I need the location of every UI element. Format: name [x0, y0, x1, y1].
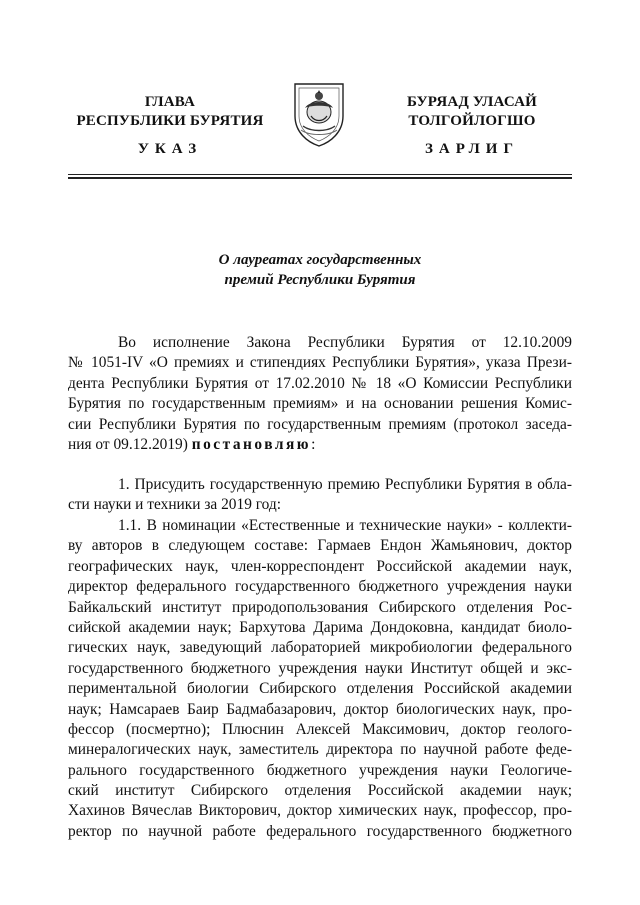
text-line: минералогических наук, заместитель директора по научной работе феде- [68, 741, 572, 759]
decree-word: постановляю [191, 435, 312, 453]
text-line: географических наук, член-корреспондент Российской академии наук, [68, 557, 572, 575]
header-right [372, 93, 572, 131]
text-line: директор федерального государственного бюджетного учреждения науки [68, 578, 572, 596]
text-line: ский институт Сибирского отделения Российской академии наук; [68, 782, 572, 800]
text-line: гических наук, заведующий лабораторией микробиологии федерального [68, 639, 572, 657]
item-1-1-paragraph [68, 516, 572, 842]
zarlig-label: ЗАРЛИГ [424, 141, 520, 157]
text-line: Хахинов Вячеслав Викторович, доктор химических наук, профессор, про- [68, 802, 572, 820]
ukaz-label: УКАЗ [137, 141, 203, 157]
text-line: Байкальский институт природопользования Сибирского отделения Рос- [68, 598, 572, 616]
header-left-line1: ГЛАВА [144, 94, 196, 110]
text-line: сийской академии наук; Бархутова Дарима Дондоковна, кандидат биоло- [68, 618, 572, 636]
header-left [60, 93, 280, 131]
text-line [68, 435, 572, 455]
text-line: ву авторов в следующем составе: Гармаев Ендон Жамьянович, доктор [68, 537, 572, 555]
text-line: Во исполнение Закона Республики Бурятия от 12.10.2009 [118, 334, 572, 351]
header-right-line2: ТОЛГОЙЛОГШО [408, 113, 536, 129]
title-line: премий Республики Бурятия [224, 272, 416, 288]
document-title [120, 250, 520, 290]
header-rule-thick [68, 177, 572, 179]
text-line: государственного бюджетного учреждения науки Институт общей и экс- [68, 659, 572, 677]
text-line: № 1051-IV «О премиях и стипендиях Республики Бурятия», указа Прези- [68, 354, 572, 372]
header-rule-thin [68, 174, 572, 175]
text-line: фессор (посмертно); Плюснин Алексей Максимович, доктор геолого- [68, 720, 572, 738]
preamble-paragraph [68, 333, 572, 455]
text-line: ректор по научной работе федерального государственного бюджетного [68, 822, 572, 840]
item-1-paragraph [68, 475, 572, 516]
title-line: О лауреатах государственных [218, 252, 422, 268]
header-right-line1: БУРЯАД УЛАСАЙ [406, 94, 538, 110]
text-fragment: : [311, 435, 316, 453]
coat-of-arms-emblem [289, 78, 349, 148]
text-line: Бурятия по государственным премиям» и на основании решения Комис- [68, 395, 572, 413]
header-left-line2: РЕСПУБЛИКИ БУРЯТИЯ [76, 113, 264, 129]
text-line: сии Республики Бурятия по государственным премиям (протокол заседа- [68, 415, 572, 433]
text-line: наук; Намсараев Баир Бадмабазарович, доктор биологических наук, про- [68, 700, 572, 718]
text-line: периментальной биологии Сибирского отделения Российской академии [68, 680, 572, 698]
text-fragment: ния от 09.12.2019) [68, 435, 192, 453]
text-line: рального государственного бюджетного учреждения науки Геологиче- [68, 761, 572, 779]
text-line: сти науки и техники за 2019 год: [68, 496, 282, 514]
text-line: 1. Присудить государственную премию Республики Бурятия в обла- [118, 476, 572, 493]
text-line: 1.1. В номинации «Естественные и технические науки» - коллекти- [118, 517, 572, 534]
text-line: дента Республики Бурятия от 17.02.2010 № 18 «О Комиссии Республики [68, 374, 572, 392]
